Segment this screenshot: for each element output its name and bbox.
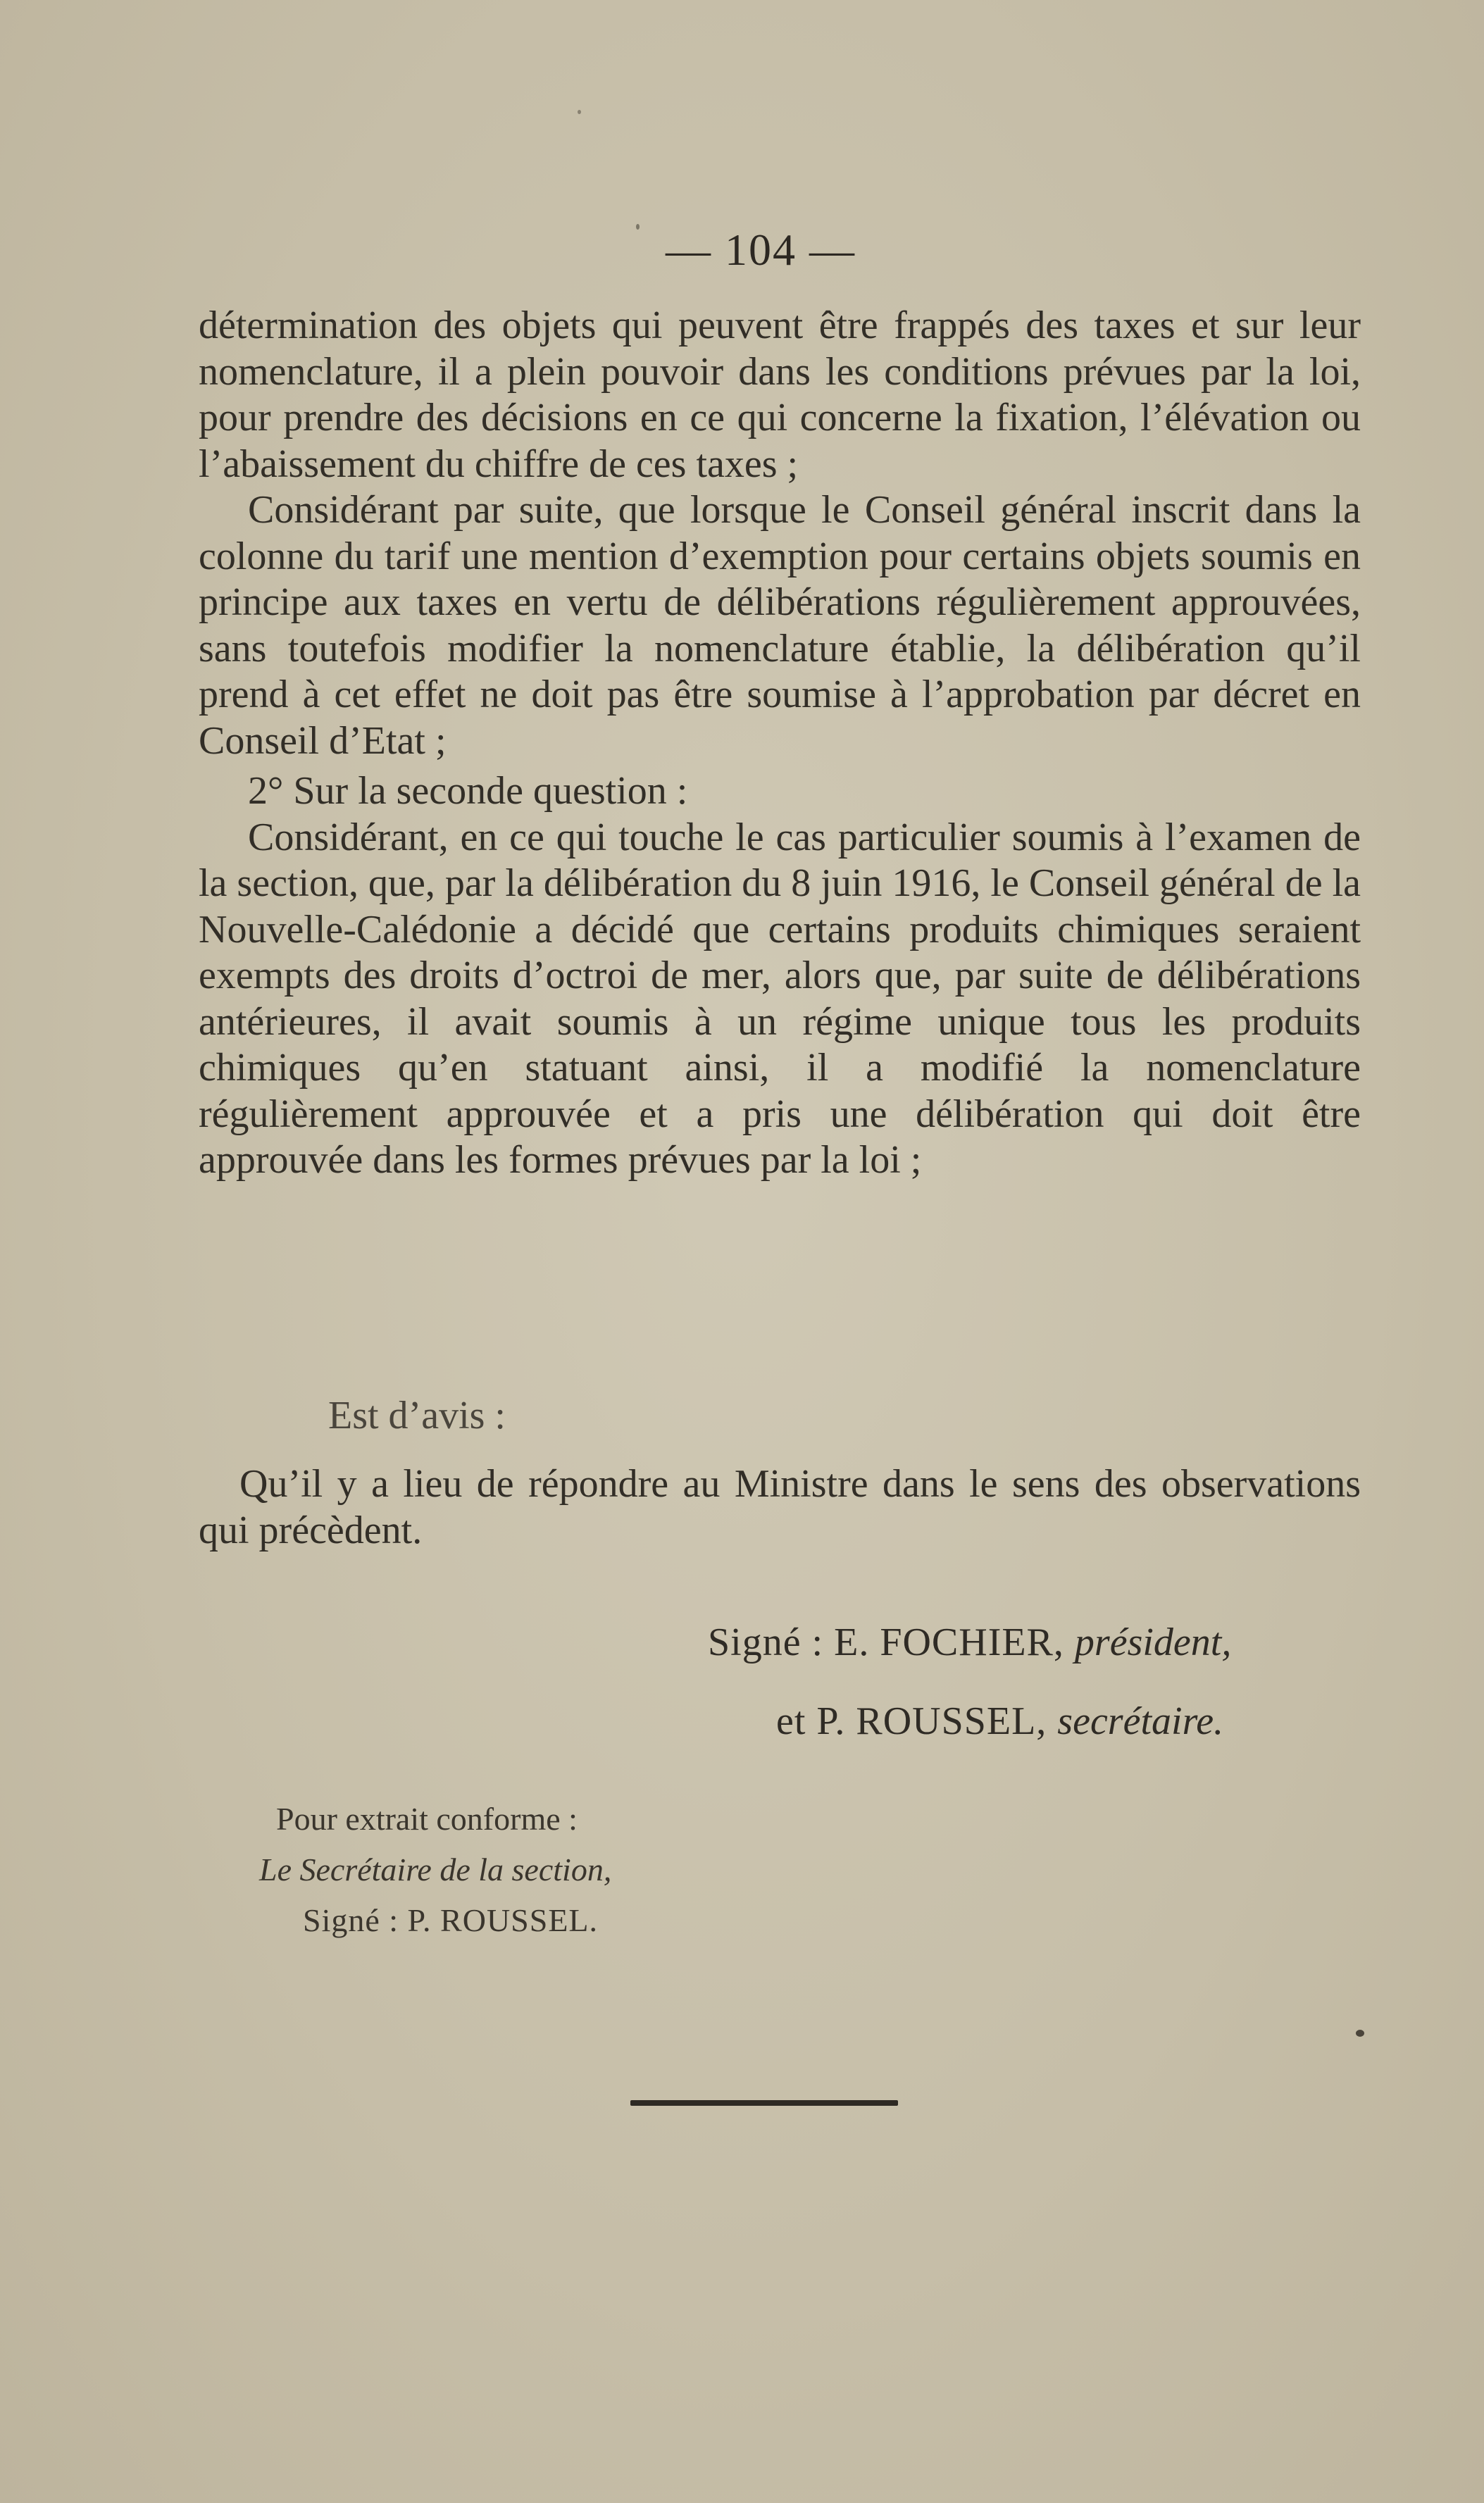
signature-president-name: Signé : E. FOCHIER, [708, 1621, 1075, 1664]
page-number: — 104 — [666, 225, 856, 275]
signature-secretary [776, 1699, 1223, 1744]
closing-rule [630, 2100, 898, 2106]
extract-line-conforme: Pour extrait conforme : [276, 1801, 578, 1837]
body-text [199, 303, 1361, 1184]
paragraph-continuation: détermination des objets qui peuvent être frappés des taxes et sur leur nomenclature, il a plein pouvoir dans les conditions prévues par la loi, pour prendre des décisions en ce qui concerne la fixation, l’élévation ou l’abaissement du chiffre de ces taxes ; [199, 304, 1361, 486]
paragraph-considerant-1: Considérant par suite, que lorsque le Conseil général inscrit dans la colonne du tarif une mention d’exemption pour certains objets soumis en principe aux taxes en vertu de délibérations régulièrement approuvées, sans toutefois modifier la nomenclature établie, la délibération qu’il prend à cet effet ne doit pas être soumise à l’approbation par décret en Conseil d’Etat ; [199, 488, 1361, 763]
section-heading: 2° Sur la seconde question : [248, 769, 688, 813]
paragraph-considerant-2: Considérant, en ce qui touche le cas particulier soumis à l’examen de la section, que, par la délibération du 8 juin 1916, le Conseil général de la Nouvelle-Calédonie a décidé que certains produits chimiques seraient exempts des droits d’octroi de mer, alors que, par suite de délibérations antérieures, il avait soumis à un régime unique tous les produits chimiques qu’en statuant ainsi, il a modifié la nomenclature régulièrement approuvée et a pris une délibération qui doit être approuvée dans les formes prévues par la loi ; [199, 815, 1361, 1182]
signature-secretary-name: et P. ROUSSEL, [776, 1699, 1058, 1743]
signature-president-role: président, [1074, 1621, 1232, 1664]
conclusion-text: Qu’il y a lieu de répondre au Ministre dans le sens des observations qui précèdent. [199, 1462, 1361, 1552]
avis-heading: Est d’avis : [328, 1394, 506, 1437]
signature-president [708, 1620, 1231, 1665]
extract-line-signe: Signé : P. ROUSSEL. [303, 1902, 599, 1938]
extract-block [259, 1794, 611, 1946]
paper-speck [636, 224, 640, 230]
paper-speck [578, 110, 581, 114]
paper-speck [1356, 2030, 1364, 2037]
conclusion [199, 1461, 1361, 1554]
extract-line-secretaire: Le Secrétaire de la section, [259, 1852, 612, 1887]
signature-secretary-role: secrétaire. [1057, 1699, 1224, 1743]
